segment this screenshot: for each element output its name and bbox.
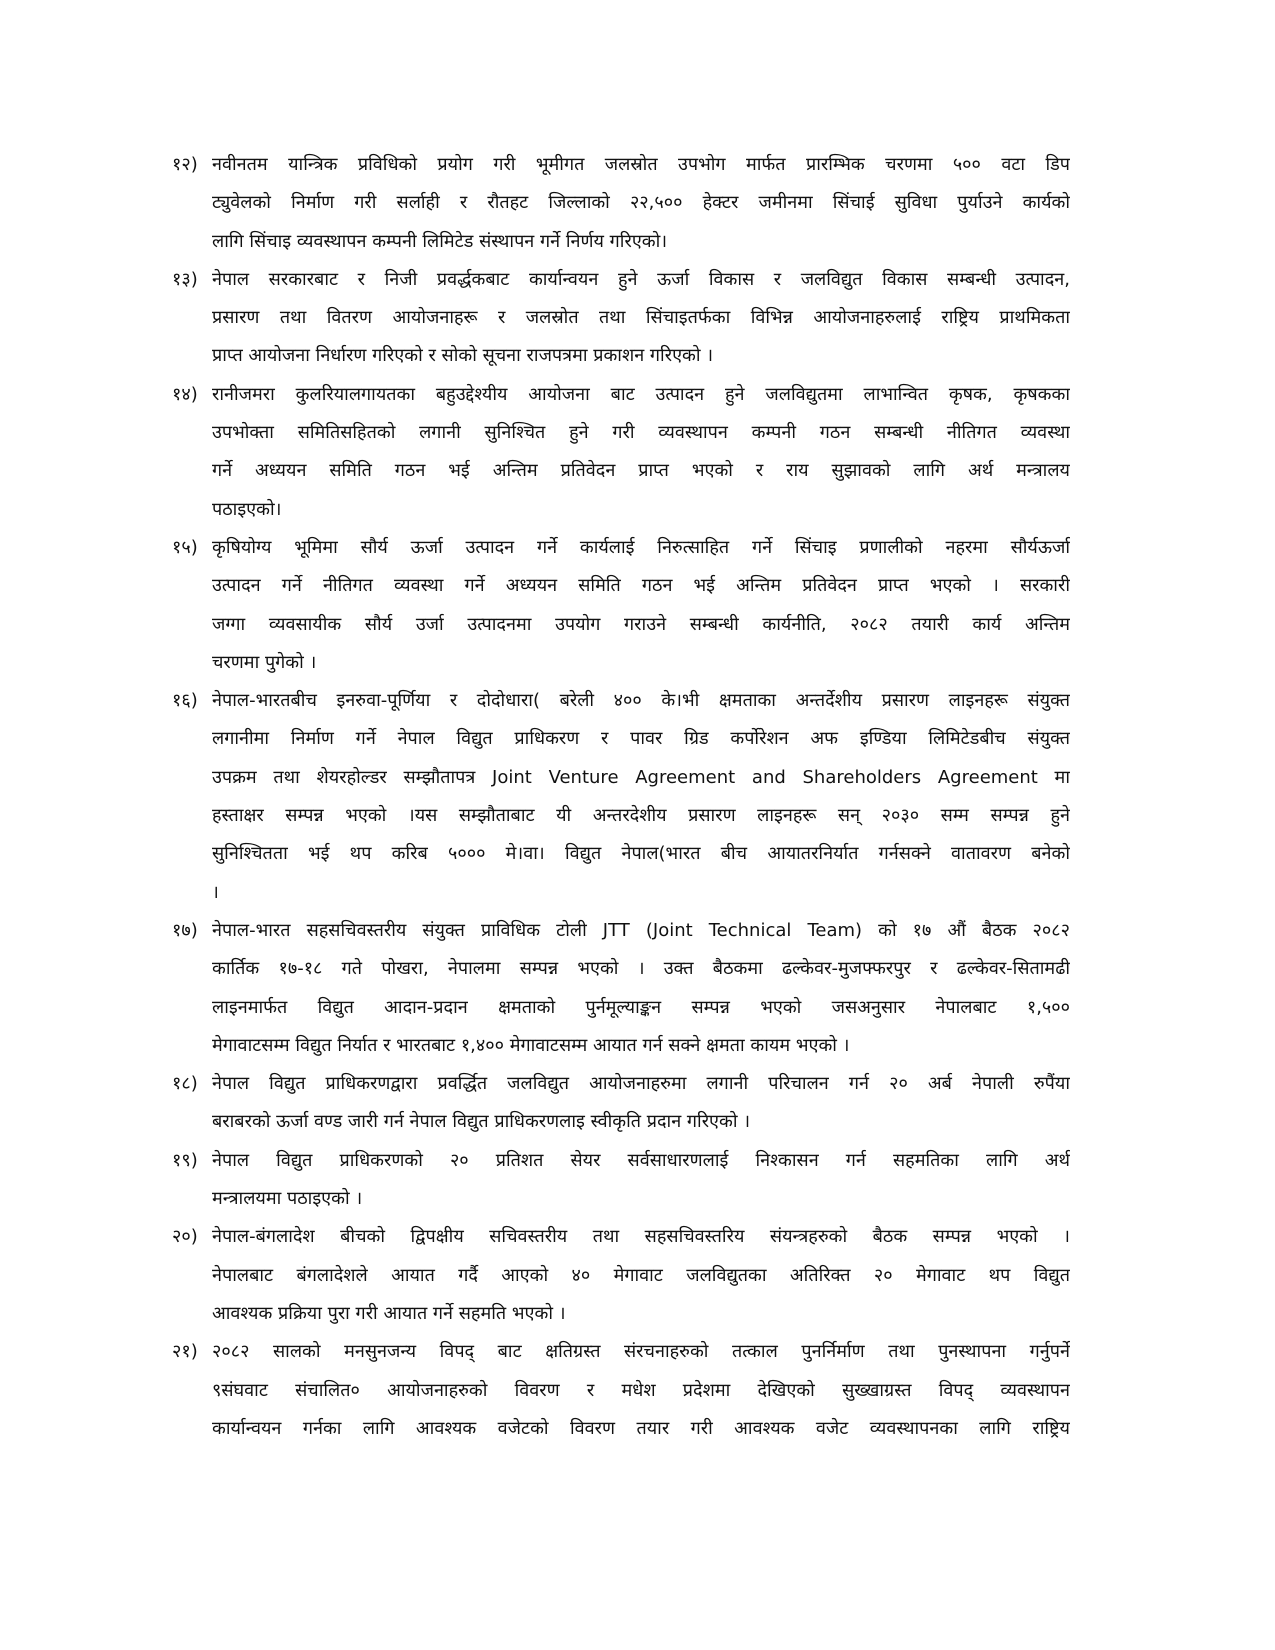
- text-line: नेपाल-भारतबीच इनरुवा-पूर्णिया र दोदोधारा( बरेली ४०० के।भी क्षमताका अन्तर्देशीय प्रसारण लाइनहरू संयुक्त: [212, 690, 1070, 712]
- text-line: उपभोक्ता समितिसहितको लगानी सुनिश्चित हुने गरी व्यवस्थापन कम्पनी गठन सम्बन्धी नीतिगत व्यवस्था: [212, 422, 1070, 444]
- numbered-paragraph: [172, 376, 1070, 529]
- numbered-paragraph: [172, 529, 1070, 682]
- paragraph-number: २०): [172, 1226, 198, 1248]
- numbered-paragraph: [172, 146, 1070, 261]
- text-line: २०८२ सालको मनसुनजन्य विपद् बाट क्षतिग्रस्त संरचनाहरुको तत्काल पुनर्निर्माण तथा पुनस्थापना गर्नुपर्ने: [212, 1341, 1070, 1363]
- text-line: हस्ताक्षर सम्पन्न भएको ।यस सम्झौताबाट यी अन्तरदेशीय प्रसारण लाइनहरू सन् २०३० सम्म सम्पन्न हुने: [212, 805, 1070, 827]
- numbered-paragraph: [172, 682, 1070, 912]
- text-line: कार्यान्वयन गर्नका लागि आवश्यक वजेटको विवरण तयार गरी आवश्यक वजेट व्यवस्थापनका लागि राष्ट्रिय: [212, 1417, 1070, 1439]
- numbered-paragraph: [172, 1142, 1070, 1219]
- text-line: प्रसारण तथा वितरण आयोजनाहरू र जलस्रोत तथा सिंचाइतर्फका विभिन्न आयोजनाहरुलाई राष्ट्रिय प्राथमिकता: [212, 307, 1070, 329]
- paragraph-number: १२): [172, 154, 198, 175]
- text-line: जग्गा व्यवसायीक सौर्य उर्जा उत्पादनमा उपयोग गराउने सम्बन्धी कार्यनीति, २०८२ तयारी कार्य अन्तिम: [212, 613, 1070, 635]
- text-line: मेगावाटसम्म विद्युत निर्यात र भारतबाट १,४०० मेगावाटसम्म आयात गर्न सक्ने क्षमता कायम भएको ।: [212, 1034, 850, 1056]
- text-line: उपक्रम तथा शेयरहोल्डर सम्झौतापत्र Joint Venture Agreement and Shareholders Agreement मा: [212, 766, 1070, 788]
- text-line: लागि सिंचाइ व्यवस्थापन कम्पनी लिमिटेड संस्थापन गर्ने निर्णय गरिएको।: [212, 230, 668, 252]
- text-line: लाइनमार्फत विद्युत आदान-प्रदान क्षमताको पुर्नमूल्याङ्कन सम्पन्न भएको जसअनुसार नेपालबाट १,५००: [212, 996, 1070, 1018]
- paragraph-text: [212, 1218, 1070, 1333]
- text-line: सुनिश्चितता भई थप करिब ५००० मे।वा। विद्युत नेपाल(भारत बीच आयातरनिर्यात गर्नसक्ने वातावरण बनेको: [212, 843, 1070, 865]
- paragraph-number: १५): [172, 536, 198, 558]
- paragraph-number: १६): [172, 690, 198, 712]
- paragraph-text: [212, 912, 1070, 1065]
- paragraph-number: २१): [172, 1341, 198, 1363]
- paragraph-text: [212, 146, 1070, 261]
- paragraph-text: [212, 529, 1070, 682]
- numbered-paragraph: [172, 1065, 1070, 1142]
- paragraph-text: [212, 682, 1070, 912]
- text-line: नवीनतम यान्त्रिक प्रविधिको प्रयोग गरी भूमीगत जलस्रोत उपभोग मार्फत प्रारम्भिक चरणमा ५०० वटा डिप: [212, 154, 1070, 175]
- text-line: नेपालबाट बंगलादेशले आयात गर्दै आएको ४० मेगावाट जलविद्युतका अतिरिक्त २० मेगावाट थप विद्युत: [212, 1264, 1070, 1286]
- document-body: [172, 146, 1070, 1448]
- text-line: प्राप्त आयोजना निर्धारण गरिएको र सोको सूचना राजपत्रमा प्रकाशन गरिएको ।: [212, 345, 714, 367]
- paragraph-text: [212, 376, 1070, 529]
- text-line: मन्त्रालयमा पठाइएको ।: [212, 1188, 363, 1210]
- numbered-paragraph: [172, 1218, 1070, 1333]
- paragraph-text: [212, 1065, 1070, 1142]
- paragraph-number: १९): [172, 1149, 198, 1171]
- paragraph-number: १३): [172, 268, 198, 290]
- numbered-paragraph: [172, 261, 1070, 376]
- text-line: लगानीमा निर्माण गर्ने नेपाल विद्युत प्राधिकरण र पावर ग्रिड कर्पोरेशन अफ इण्डिया लिमिटेडबीच संयुक्त: [212, 728, 1070, 750]
- paragraph-number: १८): [172, 1073, 198, 1095]
- text-line: नेपाल विद्युत प्राधिकरणद्वारा प्रवर्द्धित जलविद्युत आयोजनाहरुमा लगानी परिचालन गर्न २० अर्ब नेपाली रुपैंया: [212, 1073, 1070, 1095]
- text-line: आवश्यक प्रक्रिया पुरा गरी आयात गर्ने सहमति भएको ।: [212, 1302, 566, 1324]
- numbered-paragraph: [172, 1333, 1070, 1448]
- text-line: नेपाल-बंगलादेश बीचको द्विपक्षीय सचिवस्तरीय तथा सहसचिवस्तरिय संयन्त्रहरुको बैठक सम्पन्न भएको ।: [212, 1226, 1070, 1248]
- text-line: ९संघवाट संचालित० आयोजनाहरुको विवरण र मधेश प्रदेशमा देखिएको सुख्खाग्रस्त विपद् व्यवस्थापन: [212, 1379, 1070, 1401]
- numbered-paragraph: [172, 912, 1070, 1065]
- text-line: गर्ने अध्ययन समिति गठन भई अन्तिम प्रतिवेदन प्राप्त भएको र राय सुझावको लागि अर्थ मन्त्रालय: [212, 460, 1070, 482]
- text-line: चरणमा पुगेको ।: [212, 651, 317, 673]
- text-line: नेपाल-भारत सहसचिवस्तरीय संयुक्त प्राविधिक टोली JTT (Joint Technical Team) को १७ औं बैठक २०८२: [212, 919, 1070, 941]
- text-line: पठाइएको।: [212, 498, 282, 520]
- text-line: उत्पादन गर्ने नीतिगत व्यवस्था गर्ने अध्ययन समिति गठन भई अन्तिम प्रतिवेदन प्राप्त भएको । सरकारी: [212, 575, 1070, 597]
- text-line: ।: [212, 881, 219, 903]
- paragraph-number: १७): [172, 919, 198, 941]
- paragraph-text: [212, 1142, 1070, 1219]
- text-line: कार्तिक १७-१८ गते पोखरा, नेपालमा सम्पन्न भएको । उक्त बैठकमा ढल्केवर-मुजफ्फरपुर र ढल्केवर-सितामढी: [212, 958, 1070, 980]
- text-line: बराबरको ऊर्जा वण्ड जारी गर्न नेपाल विद्युत प्राधिकरणलाइ स्वीकृति प्रदान गरिएको ।: [212, 1111, 751, 1133]
- paragraph-number: १४): [172, 383, 198, 405]
- text-line: नेपाल सरकारबाट र निजी प्रवर्द्धकबाट कार्यान्वयन हुने ऊर्जा विकास र जलविद्युत विकास सम्बन्धी उत्पादन,: [212, 268, 1070, 290]
- text-line: ट्युवेलको निर्माण गरी सर्लाही र रौतहट जिल्लाको २२,५०० हेक्टर जमीनमा सिंचाई सुविधा पुर्याउने कार्यको: [212, 192, 1070, 214]
- text-line: कृषियोग्य भूमिमा सौर्य ऊर्जा उत्पादन गर्ने कार्यलाई निरुत्साहित गर्ने सिंचाइ प्रणालीको नहरमा सौर्यऊर्जा: [212, 536, 1070, 558]
- paragraph-text: [212, 1333, 1070, 1448]
- text-line: नेपाल विद्युत प्राधिकरणको २० प्रतिशत सेयर सर्वसाधारणलाई निश्कासन गर्न सहमतिका लागि अर्थ: [212, 1149, 1070, 1171]
- paragraph-text: [212, 261, 1070, 376]
- text-line: रानीजमरा कुलरियालगायतका बहुउद्देश्यीय आयोजना बाट उत्पादन हुने जलविद्युतमा लाभान्वित कृषक, कृषकका: [212, 383, 1070, 405]
